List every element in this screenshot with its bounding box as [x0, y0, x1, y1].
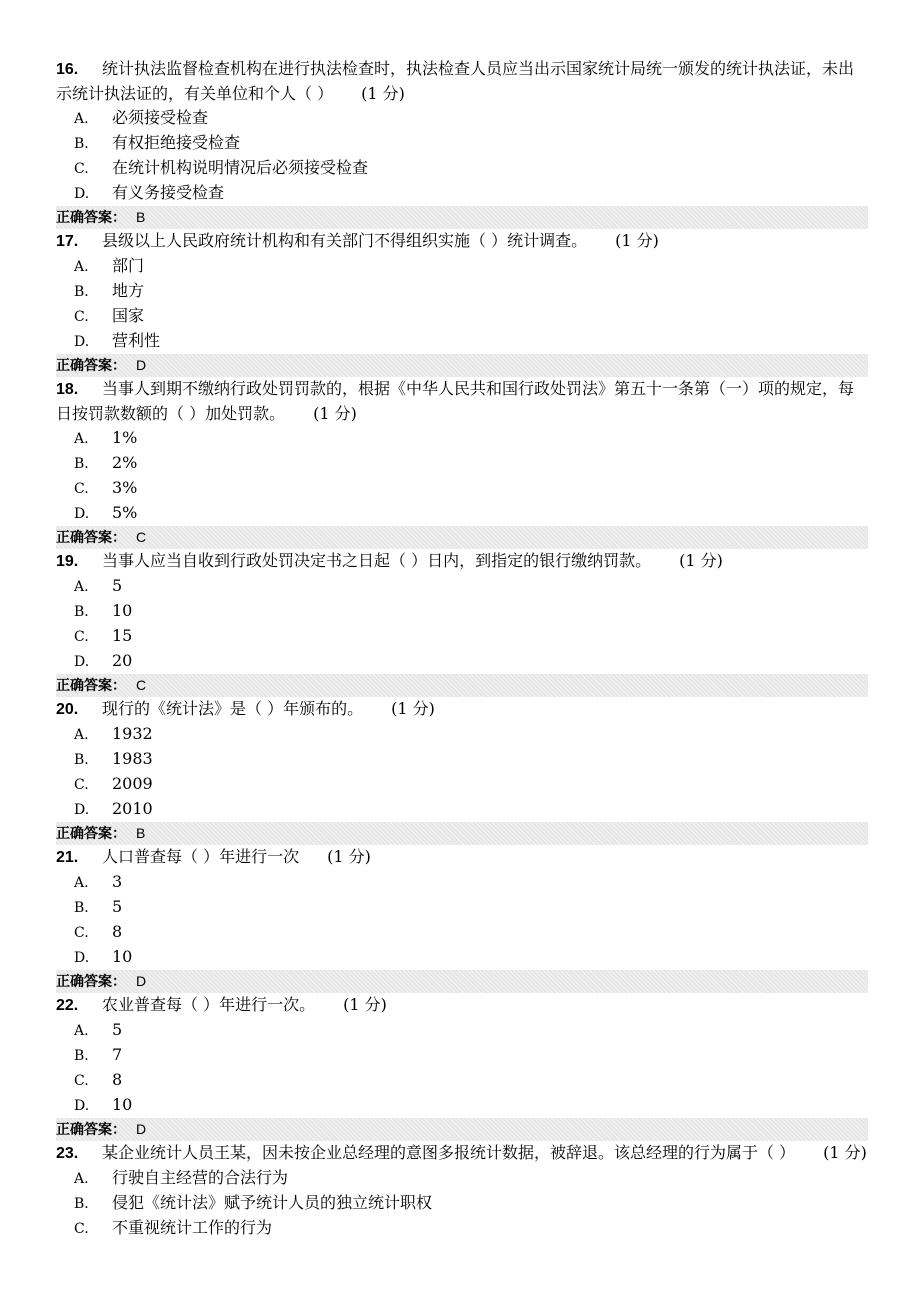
- answer-bar: [56, 354, 868, 377]
- answer-value: C: [136, 529, 147, 545]
- option-text: 15: [112, 626, 133, 645]
- option-letter: C.: [74, 629, 89, 645]
- option-text: 有权拒绝接受检查: [112, 133, 241, 152]
- question-block: [56, 57, 868, 229]
- option-item: [56, 156, 868, 181]
- question-block: [56, 993, 868, 1141]
- option-letter: C.: [74, 1221, 89, 1237]
- question-block: [56, 229, 868, 377]
- question-block: [56, 697, 868, 845]
- option-item: [56, 870, 868, 895]
- option-text: 不重视统计工作的行为: [112, 1218, 273, 1237]
- option-item: [56, 920, 868, 945]
- answer-label: 正确答案：: [56, 209, 126, 225]
- option-letter: D.: [74, 654, 90, 670]
- option-letter: A.: [74, 111, 89, 127]
- answer-value: B: [136, 209, 146, 225]
- question-text: [56, 845, 868, 870]
- answer-bar: [56, 206, 868, 229]
- exam-document: [56, 57, 868, 1241]
- option-item: [56, 895, 868, 920]
- question-stem: 某企业统计人员王某，因未按企业总经理的意图多报统计数据，被辞退。该总经理的行为属于（ ）: [102, 1143, 796, 1162]
- option-letter: C.: [74, 1073, 89, 1089]
- option-item: [56, 1018, 868, 1043]
- option-item: [56, 106, 868, 131]
- option-letter: C.: [74, 925, 89, 941]
- option-text: 3%: [112, 478, 138, 497]
- question-block: [56, 549, 868, 697]
- option-item: [56, 451, 868, 476]
- option-text: 国家: [112, 306, 145, 325]
- question-score: (1 分): [327, 847, 371, 866]
- option-text: 3: [112, 872, 123, 891]
- option-item: [56, 624, 868, 649]
- question-score: (1 分): [343, 995, 387, 1014]
- question-stem: 农业普查每（ ）年进行一次。: [102, 995, 316, 1014]
- option-text: 8: [112, 922, 123, 941]
- option-item: [56, 501, 868, 526]
- option-item: [56, 574, 868, 599]
- question-number: 23.: [56, 1145, 79, 1162]
- question-stem: 统计执法监督检查机构在进行执法检查时，执法检查人员应当出示国家统计局统一颁发的统计执法证，未出示统计执法证的，有关单位和个人（ ）: [56, 59, 855, 103]
- option-item: [56, 722, 868, 747]
- option-list: [56, 254, 868, 354]
- option-list: [56, 870, 868, 970]
- question-stem: 当事人应当自收到行政处罚决定书之日起（ ）日内，到指定的银行缴纳罚款。: [102, 551, 652, 570]
- answer-value: B: [136, 825, 146, 841]
- option-list: [56, 574, 868, 674]
- answer-value: C: [136, 677, 147, 693]
- option-item: [56, 131, 868, 156]
- option-text: 营利性: [112, 331, 161, 350]
- question-score: (1 分): [679, 551, 723, 570]
- option-item: [56, 747, 868, 772]
- answer-bar: [56, 1118, 868, 1141]
- option-letter: D.: [74, 186, 90, 202]
- option-letter: C.: [74, 161, 89, 177]
- question-block: [56, 377, 868, 549]
- option-text: 2009: [112, 774, 153, 793]
- option-text: 2%: [112, 453, 138, 472]
- question-score: (1 分): [823, 1143, 867, 1162]
- option-item: [56, 329, 868, 354]
- option-text: 必须接受检查: [112, 108, 209, 127]
- option-letter: A.: [74, 259, 89, 275]
- option-list: [56, 1018, 868, 1118]
- option-letter: D.: [74, 506, 90, 522]
- option-item: [56, 945, 868, 970]
- answer-value: D: [136, 973, 147, 989]
- option-letter: A.: [74, 579, 89, 595]
- option-list: [56, 426, 868, 526]
- option-item: [56, 1093, 868, 1118]
- answer-label: 正确答案：: [56, 357, 126, 373]
- answer-bar: [56, 674, 868, 697]
- option-text: 20: [112, 651, 133, 670]
- option-text: 5: [112, 576, 123, 595]
- option-text: 地方: [112, 281, 145, 300]
- option-letter: D.: [74, 950, 90, 966]
- answer-bar: [56, 526, 868, 549]
- option-item: [56, 476, 868, 501]
- question-number: 18.: [56, 381, 79, 398]
- option-text: 部门: [112, 256, 145, 275]
- option-text: 侵犯《统计法》赋予统计人员的独立统计职权: [112, 1193, 433, 1212]
- question-block: [56, 845, 868, 993]
- option-item: [56, 1043, 868, 1068]
- option-text: 10: [112, 601, 133, 620]
- answer-label: 正确答案：: [56, 825, 126, 841]
- option-text: 5%: [112, 503, 138, 522]
- option-letter: B.: [74, 604, 89, 620]
- option-text: 在统计机构说明情况后必须接受检查: [112, 158, 369, 177]
- option-list: [56, 1166, 868, 1241]
- question-number: 17.: [56, 233, 79, 250]
- option-letter: D.: [74, 802, 90, 818]
- option-text: 5: [112, 1020, 123, 1039]
- answer-label: 正确答案：: [56, 529, 126, 545]
- option-letter: B.: [74, 900, 89, 916]
- answer-bar: [56, 970, 868, 993]
- option-list: [56, 106, 868, 206]
- option-text: 2010: [112, 799, 153, 818]
- question-score: (1 分): [391, 699, 435, 718]
- option-text: 行驶自主经营的合法行为: [112, 1168, 289, 1187]
- option-item: [56, 1191, 868, 1216]
- answer-label: 正确答案：: [56, 677, 126, 693]
- answer-bar: [56, 822, 868, 845]
- answer-value: D: [136, 357, 147, 373]
- option-letter: B.: [74, 284, 89, 300]
- question-stem: 当事人到期不缴纳行政处罚罚款的，根据《中华人民共和国行政处罚法》第五十一条第（一）项的规定，每日按罚款数额的（ ）加处罚款。: [56, 379, 855, 423]
- option-text: 1%: [112, 428, 138, 447]
- question-number: 20.: [56, 701, 79, 718]
- option-item: [56, 1166, 868, 1191]
- option-list: [56, 722, 868, 822]
- option-text: 10: [112, 947, 133, 966]
- option-letter: B.: [74, 136, 89, 152]
- option-letter: B.: [74, 1196, 89, 1212]
- question-text: [56, 1141, 868, 1166]
- question-score: (1 分): [313, 404, 357, 423]
- question-score: (1 分): [615, 231, 659, 250]
- option-item: [56, 797, 868, 822]
- option-item: [56, 1216, 868, 1241]
- option-text: 1983: [112, 749, 153, 768]
- answer-label: 正确答案：: [56, 1121, 126, 1137]
- option-letter: A.: [74, 431, 89, 447]
- question-stem: 现行的《统计法》是（ ）年颁布的。: [102, 699, 364, 718]
- option-letter: A.: [74, 1023, 89, 1039]
- question-text: [56, 697, 868, 722]
- option-item: [56, 1068, 868, 1093]
- option-item: [56, 649, 868, 674]
- option-letter: A.: [74, 727, 89, 743]
- option-item: [56, 599, 868, 624]
- answer-value: D: [136, 1121, 147, 1137]
- option-item: [56, 279, 868, 304]
- option-text: 7: [112, 1045, 123, 1064]
- option-item: [56, 426, 868, 451]
- option-letter: C.: [74, 777, 89, 793]
- answer-label: 正确答案：: [56, 973, 126, 989]
- option-letter: A.: [74, 1171, 89, 1187]
- option-letter: B.: [74, 456, 89, 472]
- question-score: (1 分): [361, 84, 405, 103]
- question-text: [56, 57, 868, 106]
- option-letter: C.: [74, 309, 89, 325]
- option-text: 8: [112, 1070, 123, 1089]
- question-number: 22.: [56, 997, 79, 1014]
- question-number: 19.: [56, 553, 79, 570]
- option-letter: D.: [74, 334, 90, 350]
- question-stem: 人口普查每（ ）年进行一次: [102, 847, 300, 866]
- option-letter: B.: [74, 752, 89, 768]
- question-text: [56, 377, 868, 426]
- option-text: 10: [112, 1095, 133, 1114]
- option-letter: B.: [74, 1048, 89, 1064]
- question-text: [56, 229, 868, 254]
- question-text: [56, 549, 868, 574]
- question-block: [56, 1141, 868, 1241]
- option-letter: A.: [74, 875, 89, 891]
- option-item: [56, 181, 868, 206]
- question-number: 21.: [56, 849, 79, 866]
- option-item: [56, 254, 868, 279]
- question-number: 16.: [56, 61, 79, 78]
- option-text: 1932: [112, 724, 153, 743]
- option-text: 5: [112, 897, 123, 916]
- option-text: 有义务接受检查: [112, 183, 225, 202]
- question-stem: 县级以上人民政府统计机构和有关部门不得组织实施（ ）统计调查。: [102, 231, 588, 250]
- option-item: [56, 772, 868, 797]
- option-letter: D.: [74, 1098, 90, 1114]
- option-letter: C.: [74, 481, 89, 497]
- option-item: [56, 304, 868, 329]
- question-text: [56, 993, 868, 1018]
